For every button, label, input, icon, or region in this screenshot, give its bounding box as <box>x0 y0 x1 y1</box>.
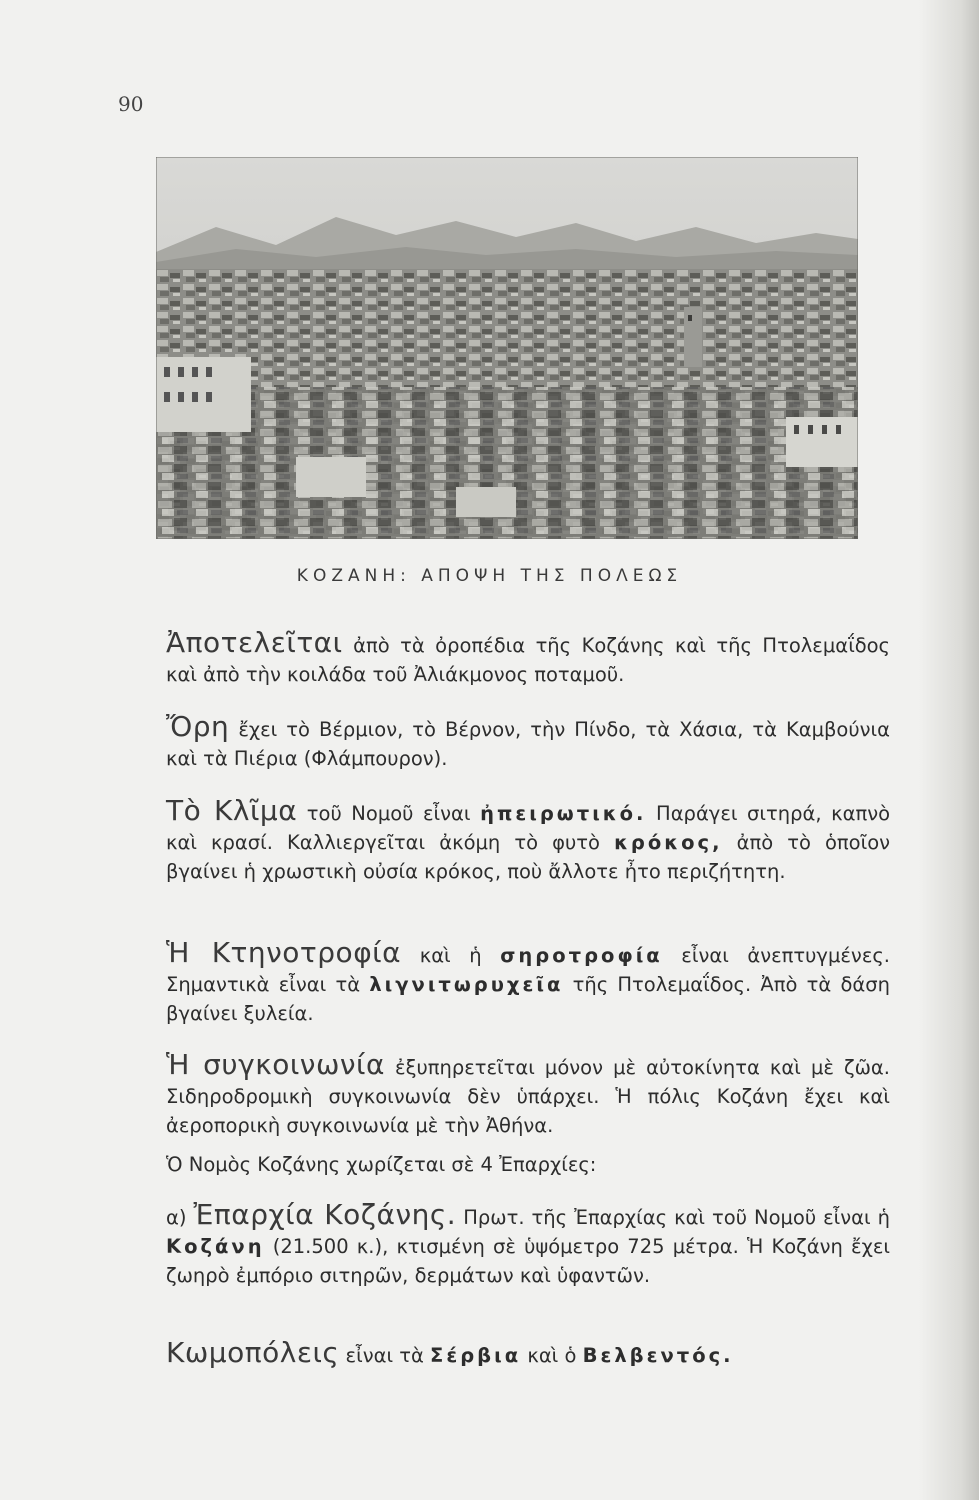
paragraph-text: ἀπὸ τὸ ὁποῖον βγαίνει ἡ χρωστικὴ οὐσία κρόκος, ποὺ ἄλλοτε ἦτο περιζήτητη. <box>166 831 891 883</box>
paragraph-text: Ὁ Νομὸς Κοζάνης χωρίζεται σὲ 4 Ἐπαρχίες: <box>166 1153 597 1176</box>
paragraph-text: ἔχει τὸ Βέρμιον, τὸ Βέρνον, τὴν Πίνδο, τὰ Χάσια, τὰ Καμβούνια καὶ τὰ Πιέρια (Φλάμπουρον). <box>166 718 890 770</box>
paragraph-lead: Ἐπαρχία Κοζάνης. <box>193 1198 457 1231</box>
paragraph-text: Πρωτ. τῆς Ἐπαρχίας καὶ τοῦ Νομοῦ εἶναι ἡ <box>456 1206 890 1229</box>
paragraph-lead: Ἀποτελεῖται <box>166 626 343 659</box>
paragraph-lead: Ἡ Κτηνοτροφία <box>166 936 402 969</box>
paragraph-text: εἶναι ἀνεπτυγμένες. Σημαντικὰ εἶναι τὰ <box>166 944 890 996</box>
paragraph-kozani-province <box>118 1200 890 1290</box>
paragraph-transport <box>118 1050 890 1140</box>
emphasis-term: κρόκος, <box>614 831 723 854</box>
emphasis-term: Βελβεντός. <box>582 1344 734 1367</box>
list-marker: α) <box>166 1206 194 1229</box>
emphasis-term: Σέρβια <box>430 1344 522 1367</box>
city-photograph <box>156 157 858 539</box>
emphasis-term: Κοζάνη <box>166 1235 265 1258</box>
paragraph-text: τοῦ Νομοῦ εἶναι <box>297 802 481 825</box>
paragraph-text: ἐξυπηρετεῖται μόνον μὲ αὐτοκίνητα καὶ μὲ ζῶα. Σιδηροδρομικὴ συγκοινωνία δὲν ὑπάρχει. Ἡ πόλις Κοζάνη ἔχει καὶ ἀεροπορικὴ συγκοινωνία μὲ τὴν Ἀθήνα. <box>166 1056 890 1137</box>
paragraph-towns <box>118 1338 890 1370</box>
paragraph-livestock <box>118 938 890 1028</box>
paragraph-lead: Τὸ Κλῖμα <box>166 794 298 827</box>
paragraph-text: ἀπὸ τὰ ὀροπέδια τῆς Κοζάνης καὶ τῆς Πτολεμαΐδος καὶ ἀπὸ τὴν κοιλάδα τοῦ Ἀλιάκμονος ποταμοῦ. <box>166 634 890 686</box>
paragraph-lead: Κωμοπόλεις <box>166 1336 340 1369</box>
paragraph-lead: Ὄρη <box>166 710 230 743</box>
paragraph-provinces <box>118 1150 890 1179</box>
city-panorama-image <box>156 157 858 539</box>
paragraph-lead: Ἡ συγκοινωνία <box>166 1048 385 1081</box>
page-number: 90 <box>118 92 144 116</box>
paragraph-text: καὶ ἡ <box>401 944 501 967</box>
paragraph-climate <box>118 796 890 886</box>
emphasis-term: σηροτροφία <box>500 944 663 967</box>
paragraph-relief <box>118 628 890 689</box>
photo-caption: ΚΟΖΑΝΗ: ΑΠΟΨΗ ΤΗΣ ΠΟΛΕΩΣ <box>296 566 683 586</box>
paragraph-text: εἶναι τὰ <box>339 1344 431 1367</box>
emphasis-term: λιγνιτωρυχεῖα <box>369 973 564 996</box>
paragraph-text: καὶ ὁ <box>521 1344 583 1367</box>
paragraph-mountains <box>118 712 890 773</box>
page-edge-shadow <box>919 0 979 1500</box>
paragraph-text: (21.500 κ.), κτισμένη σὲ ὑψόμετρο 725 μέτρα. Ἡ Κοζάνη ἔχει ζωηρὸ ἐμπόριο σιτηρῶν, δερμάτων καὶ ὑφαντῶν. <box>166 1235 890 1287</box>
paragraph-text: Παράγει σιτηρά, καπνὸ καὶ κρασί. Καλλιεργεῖται ἀκόμη τὸ φυτὸ <box>166 802 891 854</box>
emphasis-term: ἠπειρωτικό. <box>480 802 647 825</box>
paragraph-text: τῆς Πτολεμαΐδος. Ἀπὸ τὰ δάση βγαίνει ξυλεία. <box>166 973 890 1025</box>
